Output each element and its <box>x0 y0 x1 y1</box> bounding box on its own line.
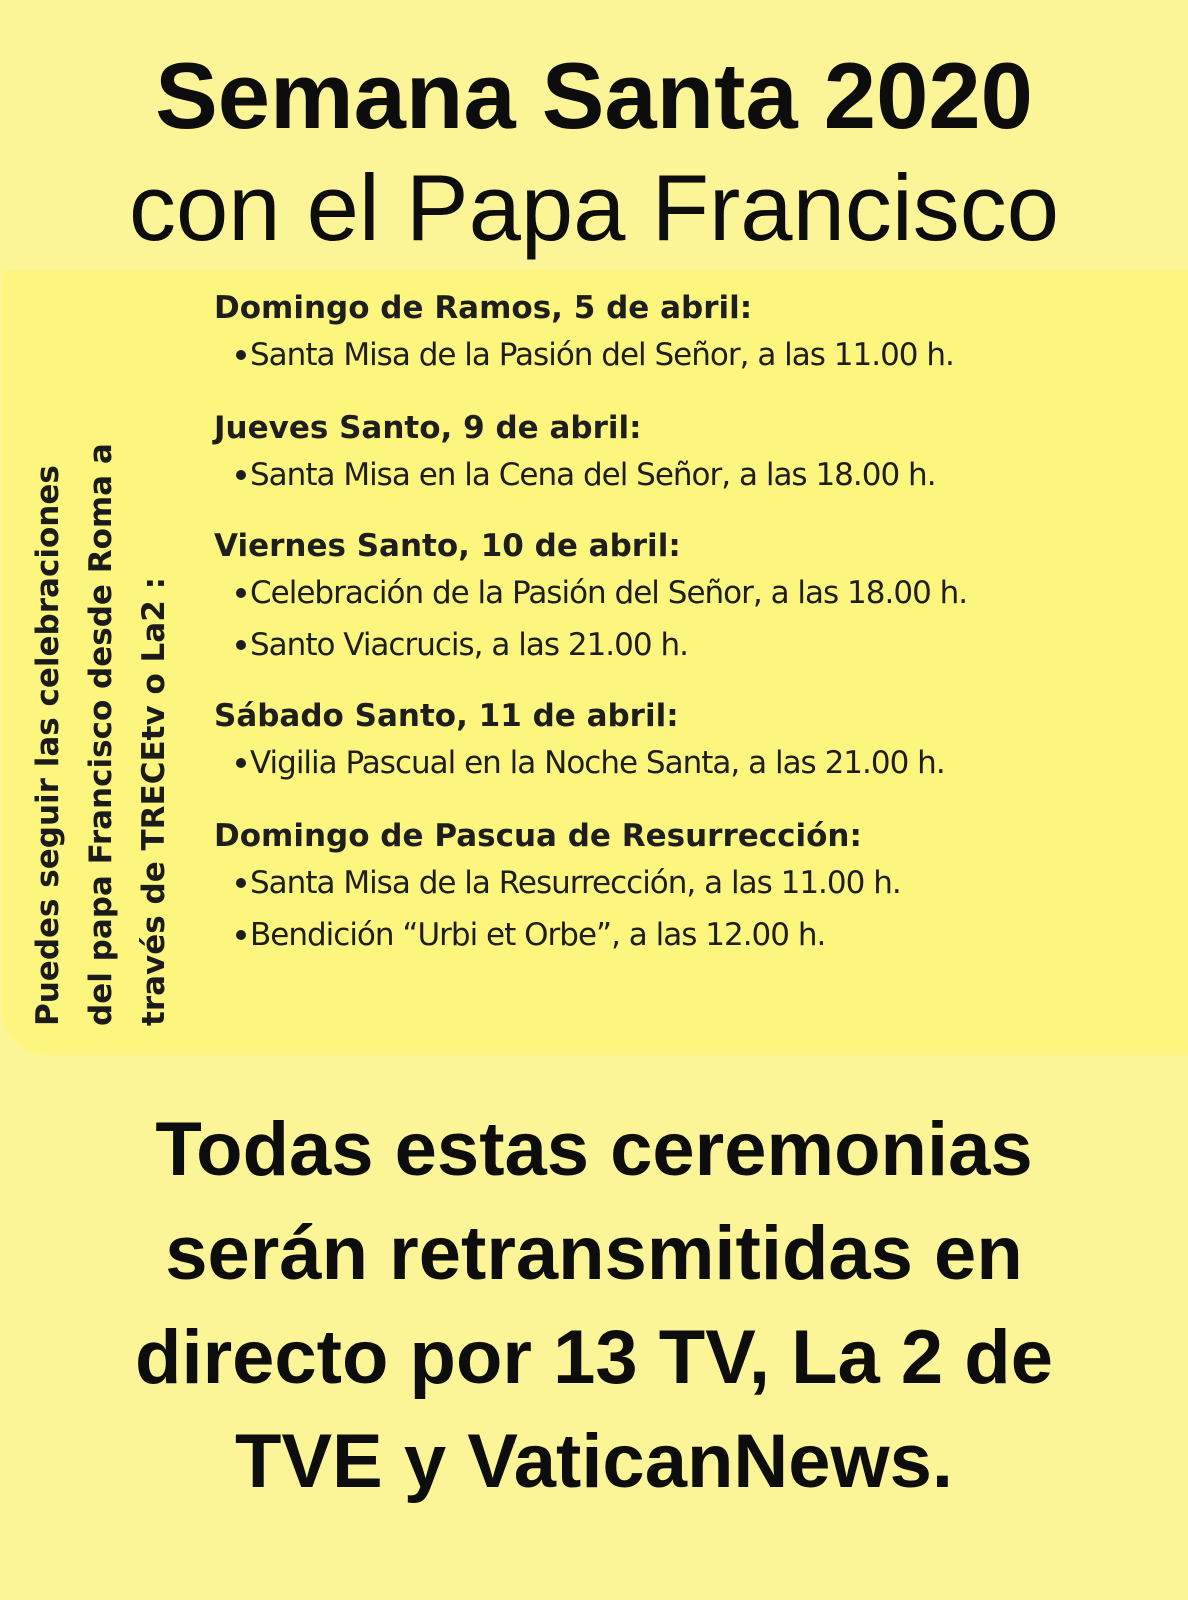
schedule-day <box>214 287 1164 381</box>
footer-note <box>0 1098 1188 1514</box>
side-note-line-3: través de TRECEtv o La2 : <box>136 577 172 1026</box>
bullet-icon <box>236 878 246 888</box>
bullet-icon <box>236 350 246 360</box>
schedule-day <box>214 695 1164 789</box>
title-line-2: con el Papa Francisco <box>128 155 1060 260</box>
bullet-icon <box>236 470 246 480</box>
footer-line-1: Todas estas ceremonias <box>155 1107 1033 1192</box>
bullet-icon <box>236 930 246 940</box>
day-heading: Domingo de Ramos, 5 de abril: <box>214 290 753 326</box>
event-text: Vigilia Pascual en la Noche Santa, a las 21.00 h. <box>250 745 945 781</box>
event-text: Santa Misa en la Cena del Señor, a las 18.00 h. <box>250 457 936 493</box>
event-item <box>214 329 1164 381</box>
footer-line-2: serán retransmitidas en <box>165 1211 1023 1296</box>
bullet-icon <box>236 758 246 768</box>
event-text: Bendición “Urbi et Orbe”, a las 12.00 h. <box>250 917 826 953</box>
day-heading: Domingo de Pascua de Resurrección: <box>214 818 862 854</box>
side-note-text <box>20 296 180 1026</box>
day-heading: Sábado Santo, 11 de abril: <box>214 698 679 734</box>
schedule-list <box>214 287 1164 961</box>
schedule-day <box>214 815 1164 961</box>
side-note-line-1: Puedes seguir las celebraciones <box>30 465 66 1026</box>
event-item <box>214 737 1164 789</box>
event-text: Celebración de la Pasión del Señor, a las 18.00 h. <box>250 575 968 611</box>
event-text: Santa Misa de la Pasión del Señor, a las 11.00 h. <box>250 337 954 373</box>
bullet-icon <box>236 640 246 650</box>
footer-line-4: TVE y VaticanNews. <box>234 1419 954 1504</box>
schedule-day <box>214 407 1164 501</box>
event-item <box>214 857 1164 909</box>
day-heading: Viernes Santo, 10 de abril: <box>214 528 681 564</box>
schedule-day <box>214 525 1164 671</box>
side-note <box>20 296 180 1026</box>
event-item <box>214 909 1164 961</box>
event-item <box>214 567 1164 619</box>
side-note-line-2: del papa Francisco desde Roma a <box>83 443 119 1026</box>
event-text: Santa Misa de la Resurrección, a las 11.00 h. <box>250 865 901 901</box>
footer-line-3: directo por 13 TV, La 2 de <box>135 1315 1053 1400</box>
bullet-icon <box>236 588 246 598</box>
event-item <box>214 619 1164 671</box>
event-text: Santo Viacrucis, a las 21.00 h. <box>250 627 688 663</box>
day-heading: Jueves Santo, 9 de abril: <box>214 410 642 446</box>
title-line-1: Semana Santa 2020 <box>155 43 1033 148</box>
event-item <box>214 449 1164 501</box>
page-title <box>0 40 1188 264</box>
